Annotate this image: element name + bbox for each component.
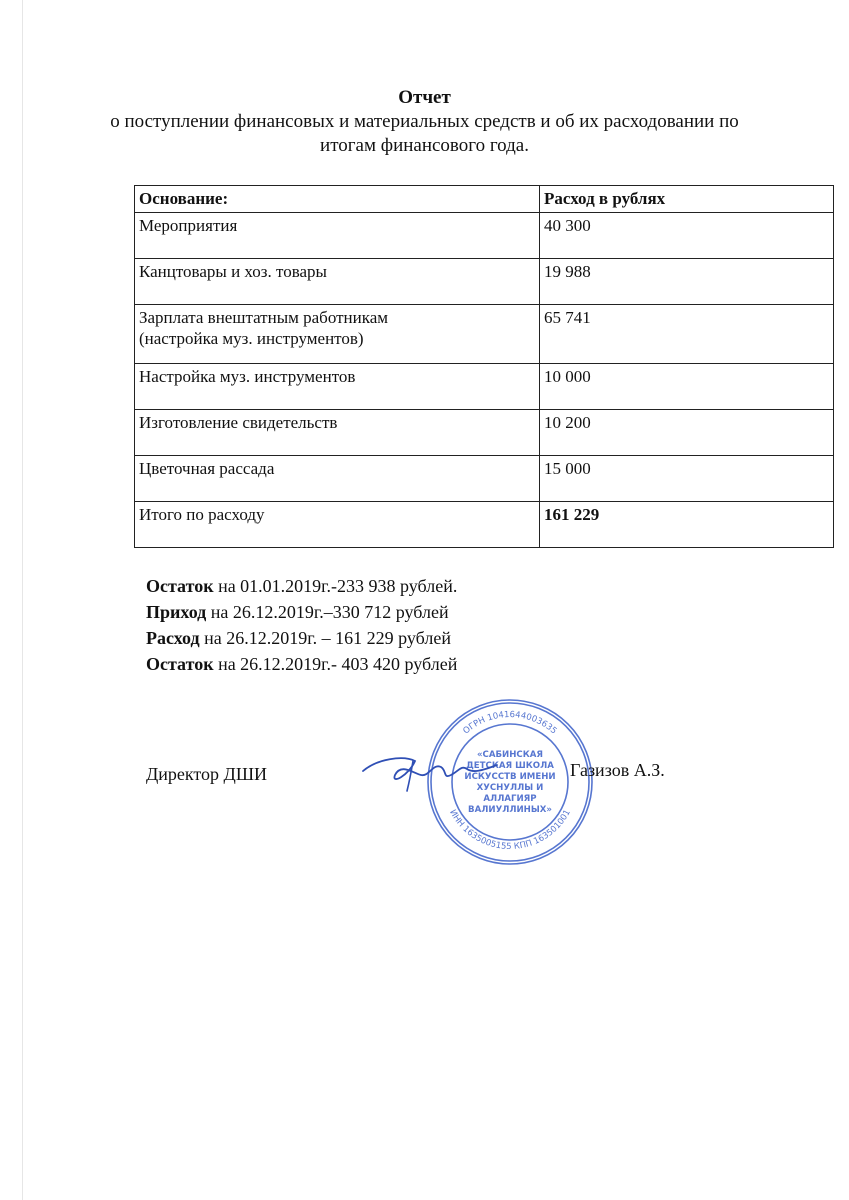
cell-basis-line2: (настройка муз. инструментов) bbox=[139, 329, 364, 348]
table-row bbox=[135, 456, 834, 502]
table-row bbox=[135, 259, 834, 305]
cell-basis: Изготовление свидетельств bbox=[135, 410, 540, 456]
table-row bbox=[135, 364, 834, 410]
summary-line: Расход на 26.12.2019г. – 161 229 рублей bbox=[146, 628, 451, 648]
signer-position: Директор ДШИ bbox=[146, 764, 267, 784]
stamp-line: «САБИНСКАЯ bbox=[476, 750, 544, 760]
table-row bbox=[135, 213, 834, 259]
cell-total-amount: 161 229 bbox=[540, 502, 834, 548]
scan-edge-line bbox=[22, 0, 23, 1200]
stamp-line: ХУСНУЛЛЫ И bbox=[476, 783, 544, 793]
cell-total-label: Итого по расходу bbox=[135, 502, 540, 548]
stamp-line: ДЕТСКАЯ ШКОЛА bbox=[466, 761, 554, 771]
stamp-ring-inn: ИНН 1635005155 КПП 163501001 bbox=[447, 808, 573, 853]
cell-amount: 40 300 bbox=[540, 213, 834, 259]
table-header-row bbox=[135, 186, 834, 213]
table-total-row bbox=[135, 502, 834, 548]
report-subtitle-line2: итогам финансового года. bbox=[320, 135, 529, 156]
report-subtitle-line1: о поступлении финансовых и материальных средств и об их расходовании по bbox=[110, 111, 739, 132]
table-row bbox=[135, 410, 834, 456]
cell-basis bbox=[135, 305, 540, 364]
cell-amount: 10 200 bbox=[540, 410, 834, 456]
table-row bbox=[135, 305, 834, 364]
cell-amount: 65 741 bbox=[540, 305, 834, 364]
summary-line: Остаток на 26.12.2019г.- 403 420 рублей bbox=[146, 654, 458, 674]
cell-amount: 19 988 bbox=[540, 259, 834, 305]
balance-summary bbox=[146, 573, 457, 677]
cell-basis-line1: Зарплата внештатным работникам bbox=[139, 308, 389, 327]
cell-amount: 15 000 bbox=[540, 456, 834, 502]
stamp-ring-ogrn: ОГРН 1041644003635 bbox=[461, 709, 559, 737]
summary-line: Остаток на 01.01.2019г.-233 938 рублей. bbox=[146, 576, 458, 596]
cell-basis: Канцтовары и хоз. товары bbox=[135, 259, 540, 305]
cell-amount: 10 000 bbox=[540, 364, 834, 410]
expense-table bbox=[134, 185, 834, 548]
cell-basis: Мероприятия bbox=[135, 213, 540, 259]
column-header-amount: Расход в рублях bbox=[540, 186, 834, 213]
stamp-line: ИСКУССТВ ИМЕНИ bbox=[464, 772, 556, 782]
handwritten-signature bbox=[355, 745, 505, 795]
signer-name: Газизов А.З. bbox=[570, 760, 665, 780]
cell-basis: Цветочная рассада bbox=[135, 456, 540, 502]
report-title: Отчет bbox=[398, 87, 451, 108]
svg-text:ОГРН 1041644003635 bbox=[461, 710, 558, 736]
column-header-basis: Основание: bbox=[135, 186, 540, 213]
cell-basis: Настройка муз. инструментов bbox=[135, 364, 540, 410]
stamp-line: АЛЛАГИЯР bbox=[483, 794, 537, 804]
stamp-line: ВАЛИУЛЛИНЫХ» bbox=[468, 805, 552, 815]
summary-line: Приход на 26.12.2019г.–330 712 рублей bbox=[146, 602, 449, 622]
